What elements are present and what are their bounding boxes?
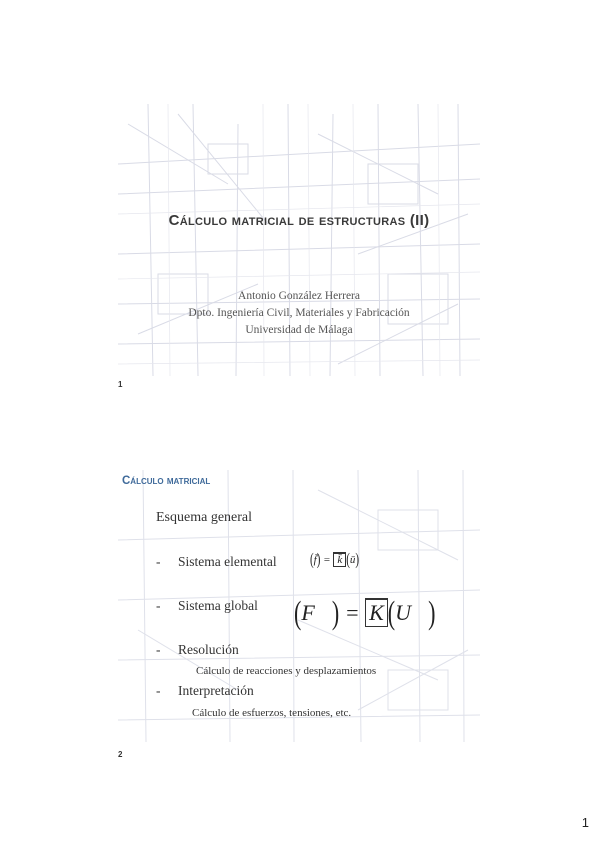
list-item-subtext: Cálculo de reacciones y desplazamientos [196,665,377,677]
author-name: Antonio González Herrera [238,290,360,302]
page-number: 1 [581,815,589,830]
list-item-label: Interpretación [178,683,254,698]
slide-2 [118,470,480,742]
list-item: - Resolución [156,642,239,657]
slide-title: Cálculo matricial [122,475,211,487]
department: Dpto. Ingeniería Civil, Materiales y Fabricación [188,307,410,319]
list-item-label: Resolución [178,642,239,657]
list-item: - Sistema elemental [156,554,277,569]
list-item: - Sistema global [156,598,258,613]
section-heading: Esquema general [156,510,253,525]
slide-number: 2 [118,750,123,759]
author-block [118,288,480,339]
slide-number: 1 [118,380,123,389]
global-equation: (F⃗) = K (U⃗) [294,593,436,631]
element-equation: (f̄) = k̄ (ū) [310,551,360,569]
list-item: - Interpretación [156,683,254,698]
slide-title: Cálculo matricial de estructuras (II) [168,212,430,229]
list-item-label: Sistema global [178,598,258,613]
university: Universidad de Málaga [245,324,353,336]
slide-1 [118,104,480,376]
list-item-subtext: Cálculo de esfuerzos, tensiones, etc. [192,707,352,719]
list-item-label: Sistema elemental [178,554,277,569]
